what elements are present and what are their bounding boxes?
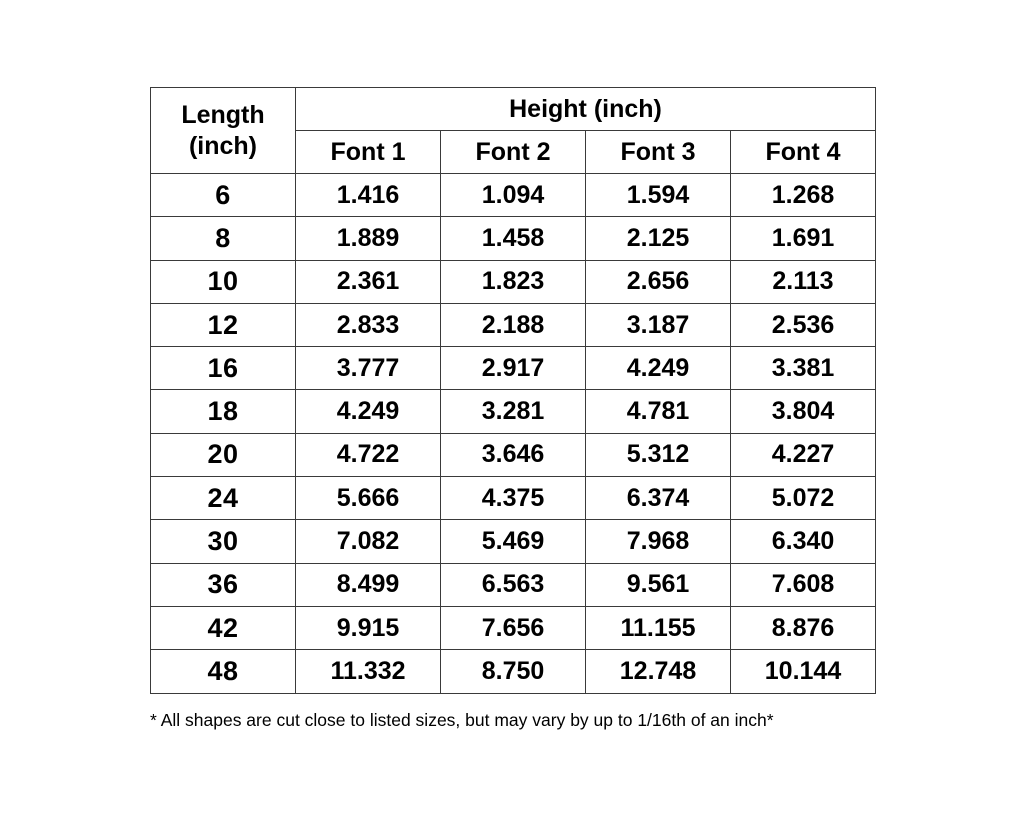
length-header-line1: Length xyxy=(181,100,265,129)
height-value-cell: 5.312 xyxy=(586,433,731,476)
height-value-cell: 6.340 xyxy=(731,520,876,563)
height-value-cell: 4.781 xyxy=(586,390,731,433)
length-cell: 24 xyxy=(151,477,296,520)
height-value-cell: 3.646 xyxy=(441,433,586,476)
height-value-cell: 4.375 xyxy=(441,477,586,520)
length-cell: 30 xyxy=(151,520,296,563)
table-row xyxy=(151,606,876,649)
height-value-cell: 7.968 xyxy=(586,520,731,563)
height-value-cell: 5.469 xyxy=(441,520,586,563)
height-value-cell: 1.889 xyxy=(296,217,441,260)
height-value-cell: 3.187 xyxy=(586,303,731,346)
length-cell: 16 xyxy=(151,347,296,390)
table-row xyxy=(151,520,876,563)
table-row xyxy=(151,217,876,260)
height-value-cell: 2.917 xyxy=(441,347,586,390)
height-value-cell: 3.281 xyxy=(441,390,586,433)
height-value-cell: 2.656 xyxy=(586,260,731,303)
height-value-cell: 10.144 xyxy=(731,650,876,693)
table-row xyxy=(151,390,876,433)
size-chart-table xyxy=(150,87,876,694)
height-value-cell: 8.499 xyxy=(296,563,441,606)
table-row xyxy=(151,477,876,520)
height-value-cell: 7.656 xyxy=(441,606,586,649)
length-column-header xyxy=(151,88,296,174)
footnote: * All shapes are cut close to listed sizes, but may vary by up to 1/16th of an inch* xyxy=(150,710,774,730)
height-value-cell: 3.804 xyxy=(731,390,876,433)
height-value-cell: 9.561 xyxy=(586,563,731,606)
height-value-cell: 7.608 xyxy=(731,563,876,606)
height-value-cell: 1.823 xyxy=(441,260,586,303)
height-value-cell: 2.833 xyxy=(296,303,441,346)
height-value-cell: 8.876 xyxy=(731,606,876,649)
height-value-cell: 11.155 xyxy=(586,606,731,649)
height-value-cell: 9.915 xyxy=(296,606,441,649)
height-value-cell: 1.594 xyxy=(586,174,731,217)
height-value-cell: 11.332 xyxy=(296,650,441,693)
table-row xyxy=(151,563,876,606)
height-value-cell: 6.563 xyxy=(441,563,586,606)
length-cell: 48 xyxy=(151,650,296,693)
length-cell: 6 xyxy=(151,174,296,217)
length-cell: 18 xyxy=(151,390,296,433)
table-row xyxy=(151,433,876,476)
height-value-cell: 2.188 xyxy=(441,303,586,346)
height-value-cell: 3.777 xyxy=(296,347,441,390)
height-value-cell: 4.249 xyxy=(586,347,731,390)
height-value-cell: 12.748 xyxy=(586,650,731,693)
height-group-header: Height (inch) xyxy=(296,88,876,131)
table-row xyxy=(151,303,876,346)
font-4-header: Font 4 xyxy=(731,131,876,174)
length-cell: 10 xyxy=(151,260,296,303)
height-value-cell: 3.381 xyxy=(731,347,876,390)
length-cell: 42 xyxy=(151,606,296,649)
table-body xyxy=(151,174,876,694)
height-value-cell: 6.374 xyxy=(586,477,731,520)
height-value-cell: 1.691 xyxy=(731,217,876,260)
height-value-cell: 1.416 xyxy=(296,174,441,217)
height-value-cell: 1.094 xyxy=(441,174,586,217)
table-row xyxy=(151,347,876,390)
height-value-cell: 4.249 xyxy=(296,390,441,433)
length-cell: 12 xyxy=(151,303,296,346)
height-value-cell: 5.666 xyxy=(296,477,441,520)
height-value-cell: 7.082 xyxy=(296,520,441,563)
height-value-cell: 2.361 xyxy=(296,260,441,303)
height-value-cell: 8.750 xyxy=(441,650,586,693)
length-cell: 8 xyxy=(151,217,296,260)
length-cell: 20 xyxy=(151,433,296,476)
font-3-header: Font 3 xyxy=(586,131,731,174)
length-header-line2: (inch) xyxy=(188,131,258,160)
height-value-cell: 1.458 xyxy=(441,217,586,260)
font-2-header: Font 2 xyxy=(441,131,586,174)
height-value-cell: 1.268 xyxy=(731,174,876,217)
length-cell: 36 xyxy=(151,563,296,606)
height-value-cell: 4.722 xyxy=(296,433,441,476)
table-row xyxy=(151,650,876,693)
font-1-header: Font 1 xyxy=(296,131,441,174)
height-value-cell: 4.227 xyxy=(731,433,876,476)
height-value-cell: 2.113 xyxy=(731,260,876,303)
table-row xyxy=(151,260,876,303)
height-value-cell: 2.536 xyxy=(731,303,876,346)
height-value-cell: 5.072 xyxy=(731,477,876,520)
table-row xyxy=(151,174,876,217)
height-value-cell: 2.125 xyxy=(586,217,731,260)
